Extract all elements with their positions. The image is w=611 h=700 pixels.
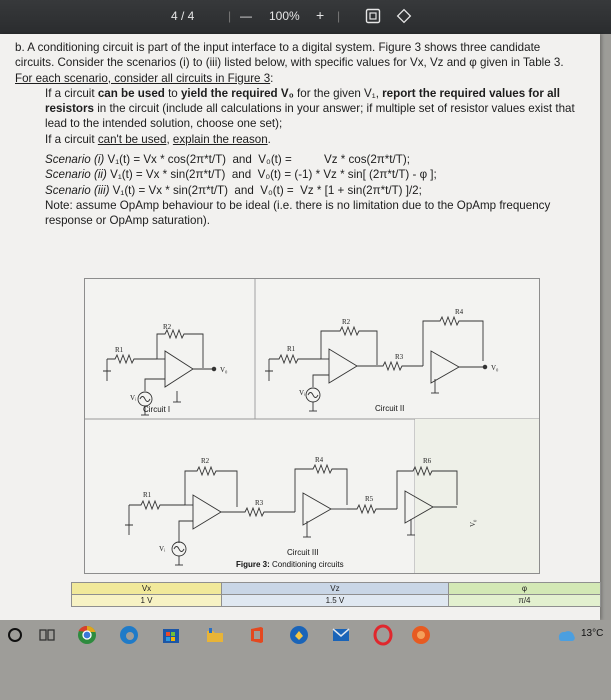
- pdf-toolbar: [0, 0, 611, 34]
- opamp-1: [329, 349, 357, 383]
- ground-symbol: [125, 525, 133, 535]
- text: If a circuit: [45, 132, 98, 146]
- taskbar: [0, 620, 611, 700]
- question-text: [15, 40, 575, 229]
- scenario-equation: V₁(t) = Vx * cos(2π*t/T) and V₀(t) = Vz * cos(2π*t/T);: [107, 153, 410, 167]
- office-icon[interactable]: [246, 624, 268, 646]
- header-vx: Vx: [72, 583, 222, 595]
- figure-3: [84, 278, 540, 574]
- caption-text: Conditioning circuits: [269, 560, 344, 569]
- opamp-2: [303, 493, 331, 525]
- circuit-1: [103, 323, 228, 415]
- label-r1: R1: [287, 345, 296, 353]
- rotate-icon[interactable]: [396, 8, 412, 27]
- text: to: [164, 86, 181, 100]
- edge-icon[interactable]: [118, 624, 140, 646]
- task-view-icon[interactable]: [36, 624, 58, 646]
- text: for the given V₁,: [293, 86, 383, 100]
- sine-icon: [308, 393, 318, 398]
- label-vi: Vᵢ: [130, 394, 137, 402]
- label-r1: R1: [143, 491, 152, 499]
- label-r2: R2: [201, 457, 210, 465]
- toolbar-divider: |: [228, 9, 232, 23]
- value-vx: 1 V: [72, 595, 222, 607]
- resistor-r3: [221, 508, 295, 516]
- output-node: [212, 367, 216, 371]
- label-r5: R5: [365, 495, 374, 503]
- fit-page-icon[interactable]: [365, 8, 381, 27]
- rule-unusable: [30, 132, 575, 147]
- resistor-r5: [347, 505, 397, 513]
- pdf-reader-icon[interactable]: [410, 624, 432, 646]
- text: .: [267, 132, 271, 146]
- zoom-out-button[interactable]: —: [240, 9, 252, 23]
- opamp-2: [431, 351, 459, 383]
- rule-usable: [30, 86, 575, 132]
- table-header-row: [72, 583, 601, 595]
- circuit-2-label: Circuit II: [375, 404, 405, 413]
- mail-icon[interactable]: [330, 624, 352, 646]
- weather-icon[interactable]: [555, 624, 577, 646]
- store-icon[interactable]: [160, 624, 182, 646]
- label-r3: R3: [255, 499, 264, 507]
- punct: :: [270, 71, 274, 85]
- cortana-icon[interactable]: [4, 624, 26, 646]
- opamp: [165, 351, 193, 387]
- circuit-1-label: Circuit I: [143, 405, 171, 414]
- scenario-name: Scenario (ii): [45, 168, 107, 182]
- toolbar-divider: |: [337, 9, 341, 23]
- opera-icon[interactable]: [372, 624, 394, 646]
- resistor-r2: [157, 330, 203, 368]
- scenario-equation: V₁(t) = Vx * sin(2π*t/T) and V₀(t) = Vz * [1 + sin(2π*t/T) ]/2;: [112, 183, 422, 197]
- zoom-in-button[interactable]: +: [316, 7, 325, 23]
- resistor-r3: [357, 362, 423, 370]
- value-vz: 1.5 V: [221, 595, 448, 607]
- text-bold: yield the required V₀: [180, 86, 294, 100]
- label-r6: R6: [423, 457, 432, 465]
- chrome-icon[interactable]: [76, 624, 98, 646]
- label-vo: V₀: [491, 364, 499, 372]
- label-vo: V₀: [469, 519, 477, 527]
- wire: [145, 379, 165, 391]
- scenario-name: Scenario (iii): [45, 183, 110, 197]
- circuit-3-label: Circuit III: [287, 548, 319, 557]
- scenario-2: [30, 167, 575, 182]
- wire: [179, 521, 193, 543]
- label-r4: R4: [315, 456, 324, 464]
- sine-icon: [174, 547, 184, 552]
- question-intro-emphasis: For each scenario, consider all circuits in Figure 3: [15, 71, 271, 85]
- text-bold: report the required values for all resistors: [45, 86, 560, 116]
- sine-icon: [140, 397, 150, 402]
- label-vi: Vᵢ: [299, 389, 306, 397]
- circuit-diagrams: [85, 279, 539, 573]
- panel-bg: [415, 419, 539, 573]
- caption-bold: Figure 3:: [236, 560, 270, 569]
- text: in the circuit (include all calculations in your answer; if multiple set of resistor values exist that lead to the intended solution, choose one set);: [45, 102, 575, 131]
- page-indicator[interactable]: 4 / 4: [171, 9, 195, 23]
- text-underline: explain the reason: [172, 132, 268, 146]
- text: If a circuit: [45, 86, 98, 100]
- resistor-r1: [107, 355, 157, 363]
- circuit-2: [265, 308, 499, 413]
- scenario-3: [30, 183, 575, 198]
- temperature-label: 13°C: [581, 628, 604, 639]
- ground-symbol: [103, 371, 111, 381]
- text-bold: can be used: [97, 86, 165, 100]
- resistor-r4: [423, 317, 483, 366]
- onedrive-icon[interactable]: [288, 624, 310, 646]
- opamp-note: Note: assume OpAmp behaviour to be ideal (i.e. there is no limitation due to the OpAmp frequency response or OpAmp saturation).: [45, 198, 551, 228]
- resistor-r1: [269, 355, 321, 363]
- label-vo: V₀: [220, 366, 228, 374]
- label-r3: R3: [395, 353, 404, 361]
- wire: [313, 375, 329, 387]
- resistor-r1: [129, 501, 185, 509]
- question-intro: A conditioning circuit is part of the input interface to a digital system. Figure 3 shows three candidate circuits. Consider the scenarios (i) to (iii) listed below, with specific values for Vx, Vz and φ given in Table 3.: [15, 41, 564, 70]
- zoom-level[interactable]: 100%: [269, 9, 300, 23]
- question-label: b.: [15, 41, 25, 54]
- table-3: [71, 582, 601, 607]
- ground-symbol: [265, 371, 273, 381]
- label-r4: R4: [455, 308, 464, 316]
- output-node: [483, 365, 487, 369]
- header-vz: Vz: [221, 583, 448, 595]
- value-phi: π/4: [448, 595, 600, 607]
- figure-caption: [236, 560, 344, 569]
- label-r2: R2: [163, 323, 172, 331]
- label-r1: R1: [115, 346, 124, 354]
- scenario-name: Scenario (i): [45, 153, 105, 167]
- scenario-1: [30, 152, 575, 167]
- text: ,: [166, 132, 173, 146]
- header-phi: φ: [448, 583, 600, 595]
- scenario-equation: V₁(t) = Vx * sin(2π*t/T) and V₀(t) = (-1) * Vz * sin[ (2π*t/T) - φ ];: [110, 168, 437, 182]
- text-underline: can't be used: [97, 132, 167, 146]
- document-page: [0, 34, 600, 620]
- opamp-1: [193, 495, 221, 529]
- file-explorer-icon[interactable]: [204, 624, 226, 646]
- label-r2: R2: [342, 318, 351, 326]
- table-value-row: [72, 595, 601, 607]
- label-vi: Vᵢ: [159, 545, 166, 553]
